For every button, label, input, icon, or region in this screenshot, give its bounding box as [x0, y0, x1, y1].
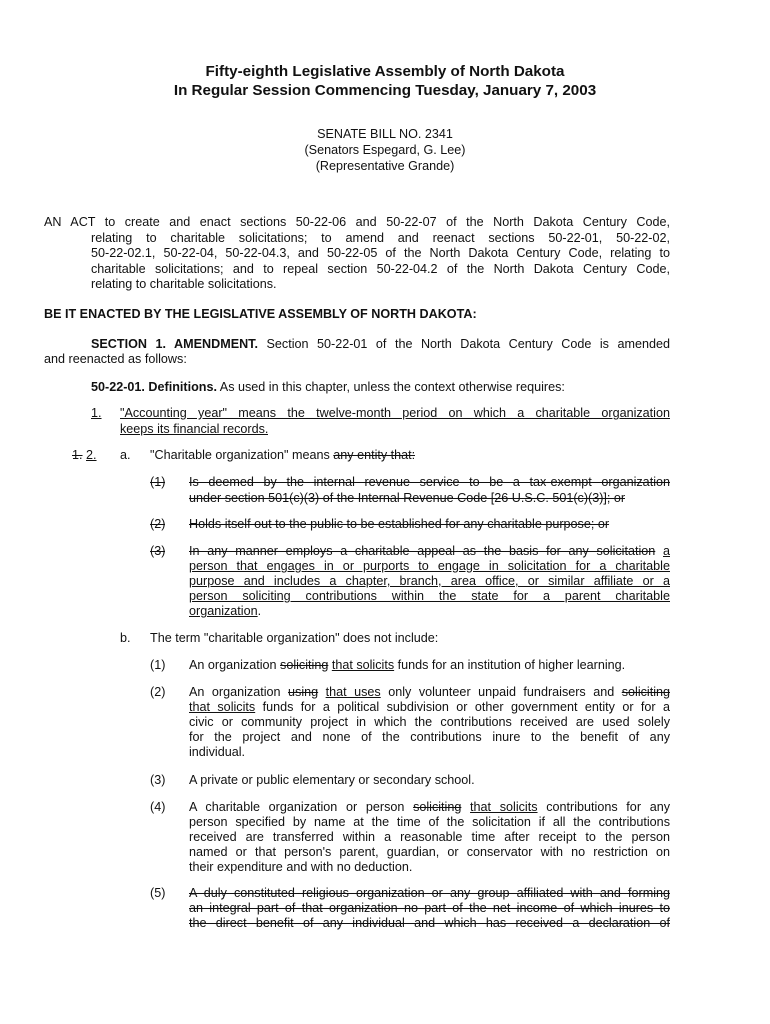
- item-2a-letter: a.: [120, 448, 131, 462]
- senate-sponsors: (Senators Espegard, G. Lee): [304, 143, 466, 157]
- section-1-heading: SECTION 1. AMENDMENT.: [91, 337, 258, 351]
- b-2-post: funds for a political subdivision or other government entity or for a: [262, 700, 670, 714]
- b-2-inserted: that uses: [325, 685, 381, 699]
- b-1-pre: An organization: [189, 658, 277, 672]
- b-4-line-1: [189, 800, 670, 816]
- sub-3-line-5-text: organization: [189, 604, 258, 618]
- b-2-mid: only volunteer unpaid fundraisers and: [388, 685, 615, 699]
- act-line: charitable solicitations; and to repeal section 50-22-04.2 of the North Dakota Century Code,: [91, 262, 670, 276]
- item-2-old-number: 1.: [72, 448, 83, 462]
- enacting-clause: BE IT ENACTED BY THE LEGISLATIVE ASSEMBLY OF NORTH DAKOTA:: [44, 307, 477, 321]
- act-line: 50-22-02.1, 50-22-04, 50-22-04.3, and 50-22-05 of the North Dakota Century Code, relating to: [91, 246, 670, 260]
- b-5-line-2: an integral part of that organization no part of the net income of which inures to: [189, 901, 670, 915]
- b-4-line-4: named or that person's parent, guardian, or conservator with no restriction on: [189, 845, 670, 859]
- b-3-line: A private or public elementary or secondary school.: [189, 773, 475, 787]
- item-2a-text: "Charitable organization" means: [150, 448, 330, 462]
- sub-1-number: (1): [150, 475, 166, 489]
- b-1-struck: soliciting: [280, 658, 329, 672]
- b-2-line-3: civic or community project in which the contributions received are used solely: [189, 715, 670, 729]
- item-2a-text-line: [150, 448, 415, 464]
- b-2-pre: An organization: [189, 685, 281, 699]
- sub-1-line-2: under section 501(c)(3) of the Internal Revenue Code [26 U.S.C. 501(c)(3)]; or: [189, 491, 626, 505]
- sub-2-number: (2): [150, 517, 166, 531]
- item-1-line-1: "Accounting year" means the twelve-month period on which a charitable organization: [120, 406, 670, 420]
- house-sponsors: (Representative Grande): [315, 159, 455, 173]
- title-line-2: In Regular Session Commencing Tuesday, January 7, 2003: [173, 82, 597, 99]
- b-2-line-5: individual.: [189, 745, 246, 759]
- b-1-inserted: that solicits: [331, 658, 395, 672]
- sub-2-line-1: Holds itself out to the public to be established for any charitable purpose; or: [189, 517, 610, 531]
- b-1-line: [189, 658, 670, 674]
- item-2-new-number: 2.: [86, 448, 97, 462]
- definitions-heading: 50-22-01. Definitions.: [91, 380, 217, 394]
- item-2a-struck-text: any entity that:: [333, 448, 416, 462]
- b-5-line-3: the direct benefit of any individual and which has received a declaration of: [189, 916, 670, 930]
- b-3-number: (3): [150, 773, 166, 787]
- b-2-line-1: [189, 685, 670, 701]
- b-4-pre: A charitable organization or person: [189, 800, 405, 814]
- b-4-inserted: that solicits: [470, 800, 538, 814]
- b-2-struck: using: [288, 685, 319, 699]
- act-line: relating to charitable solicitations; to amend and reenact sections 50-22-01, 50-22-02,: [91, 231, 670, 245]
- b-1-post: funds for an institution of higher learning.: [397, 658, 626, 672]
- sub-1-line-1: Is deemed by the internal revenue service to be a tax-exempt organization: [189, 475, 670, 489]
- b-4-post: contributions for any: [546, 800, 670, 814]
- b-5-number: (5): [150, 886, 166, 900]
- b-4-line-5: their expenditure and with no deduction.: [189, 860, 413, 874]
- b-4-number: (4): [150, 800, 166, 814]
- item-1-line-2: keeps its financial records.: [120, 422, 269, 436]
- b-2-inserted-2: that solicits: [189, 700, 256, 714]
- bill-number: SENATE BILL NO. 2341: [317, 127, 453, 141]
- act-line: AN ACT to create and enact sections 50-22-06 and 50-22-07 of the North Dakota Century Code,: [44, 215, 670, 229]
- sub-3-number: (3): [150, 544, 166, 558]
- sub-3-line-1: [189, 544, 670, 560]
- act-line: relating to charitable solicitations.: [91, 277, 277, 291]
- sub-3-line-5: organization.: [189, 604, 262, 618]
- item-1-number: 1.: [91, 406, 102, 420]
- sub-3-line-3: purpose and includes a chapter, branch, area office, or similar affiliate or a: [189, 574, 670, 588]
- b-5-line-1: A duly constituted religious organization or any group affiliated with and forming: [189, 886, 670, 900]
- sub-3-inserted-text: a: [663, 544, 670, 558]
- sub-3-line-2: person that engages in or purports to engage in solicitation for a charitable: [189, 559, 670, 573]
- b-2-line-2: [189, 700, 670, 716]
- b-2-struck-2: soliciting: [621, 685, 670, 699]
- section-1-text: Section 50-22-01 of the North Dakota Century Code is amended: [266, 337, 670, 351]
- b-1-number: (1): [150, 658, 166, 672]
- item-2-number: [72, 448, 97, 464]
- item-2b-intro: The term "charitable organization" does not include:: [150, 631, 439, 645]
- b-4-struck: soliciting: [413, 800, 462, 814]
- section-1-line-1: [91, 337, 670, 353]
- section-1-line-2: and reenacted as follows:: [44, 352, 187, 366]
- definitions-intro: As used in this chapter, unless the context otherwise requires:: [219, 380, 565, 394]
- b-4-line-2: person specified by name at the time of the solicitation if all the contributions: [189, 815, 670, 829]
- sub-3-line-4: person soliciting contributions within the state for a parent charitable: [189, 589, 670, 603]
- b-4-line-3: received are transferred within a reasonable time after receipt to the person: [189, 830, 670, 844]
- item-2b-letter: b.: [120, 631, 131, 645]
- definitions-intro-line: [91, 380, 670, 396]
- sub-3-struck-text: In any manner employs a charitable appeal as the basis for any solicitation: [189, 544, 656, 558]
- b-2-number: (2): [150, 685, 166, 699]
- b-2-line-4: for the project and none of the contributions inure to the benefit of any: [189, 730, 670, 744]
- title-line-1: Fifty-eighth Legislative Assembly of North Dakota: [205, 63, 565, 80]
